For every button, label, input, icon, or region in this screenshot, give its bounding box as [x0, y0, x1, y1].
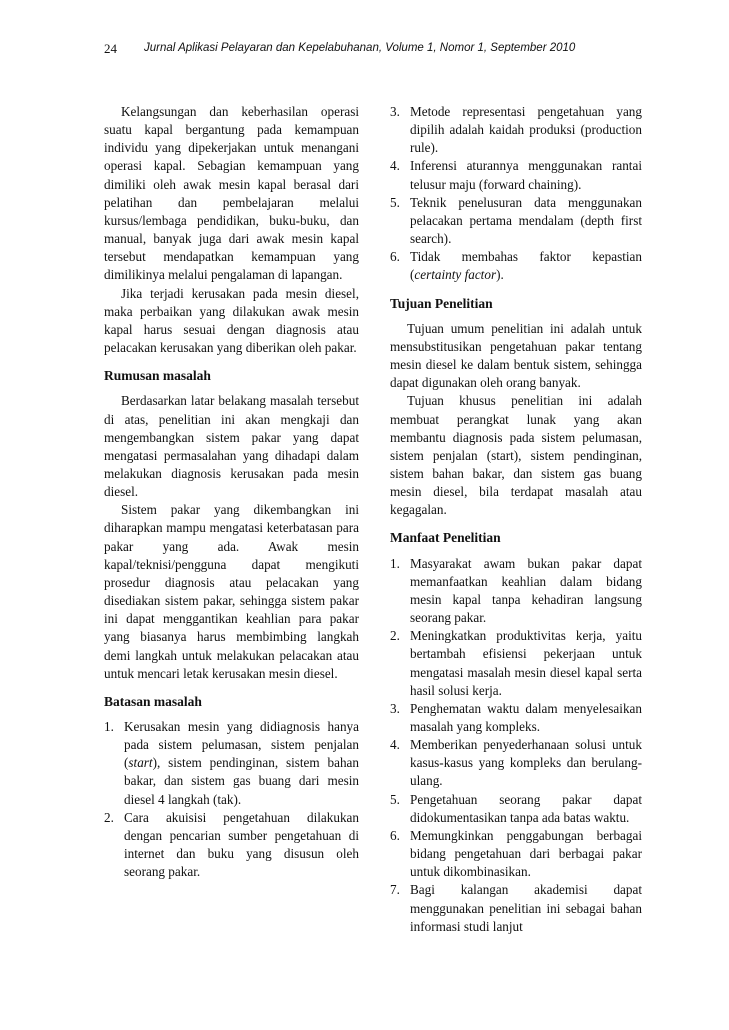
- list-number: 1.: [104, 719, 114, 734]
- list-item: [390, 248, 642, 284]
- list-text: Bagi kalangan akademisi dapat menggunakan penelitian ini sebagai bahan informasi studi lanjut: [410, 882, 642, 934]
- tujuan-paragraph: Tujuan umum penelitian ini adalah untuk mensubstitusikan pengetahuan pakar tentang mesin diesel ke dalam bentuk sistem, sehingga dapat digunakan oleh orang banyak.: [390, 320, 642, 391]
- list-text: Pengetahuan seorang pakar dapat didokumentasikan tanpa ada batas waktu.: [410, 791, 642, 825]
- list-text: Kerusakan mesin yang didiagnosis hanya pada sistem pelumasan, sistem penjalan (: [124, 719, 359, 771]
- list-number: 7.: [390, 882, 400, 898]
- list-number: 5.: [390, 194, 400, 210]
- journal-title: Jurnal Aplikasi Pelayaran dan Kepelabuhanan, Volume 1, Nomor 1, September 2010: [144, 42, 576, 54]
- list-italic-term: certainty factor: [414, 267, 497, 283]
- batasan-list-continued: [390, 103, 642, 285]
- list-number: 6.: [390, 827, 400, 843]
- list-number: 2.: [390, 628, 400, 644]
- list-text: Penghematan waktu dalam menyelesaikan masalah yang kompleks.: [410, 700, 642, 734]
- list-text: Memungkinkan penggabungan berbagai bidang pengetahuan dari berbagai pakar untuk dikombinasikan.: [410, 827, 642, 880]
- list-item: [104, 718, 359, 809]
- list-number: 4.: [390, 158, 400, 174]
- list-text: Tidak membahas faktor kepastian (: [410, 249, 642, 283]
- list-text: ), sistem pendinginan, sistem bahan bakar, dan sistem gas buang dari mesin diesel 4 langkah (tak).: [124, 755, 359, 807]
- list-number: 5.: [390, 791, 400, 807]
- list-text: Meningkatkan produktivitas kerja, yaitu bertambah efisiensi pekerjaan untuk mengatasi masalah mesin diesel kapal serta hasil solusi kerja.: [410, 628, 642, 698]
- page-number: 24: [104, 41, 117, 56]
- list-item: [390, 627, 642, 700]
- list-item: [390, 194, 642, 248]
- right-column: [390, 103, 642, 936]
- intro-paragraph: Kelangsungan dan keberhasilan operasi suatu kapal bergantung pada kemampuan individu yang dipekerjakan untuk menangani operasi kapal. Sebagian kemampuan yang dimiliki oleh awak mesin kapal berasal dari pelatihan dan pembelajaran melalui kursus/lembaga pendidikan, buku-buku, dan manual, banyak juga dari awak mesin kapal tersebut mendapatkan kemampuan yang dimilikinya melalui pengalaman di lapangan.: [104, 104, 359, 283]
- rumusan-paragraph: Berdasarkan latar belakang masalah tersebut di atas, penelitian ini akan mengkaji dan mengembangkan sistem pakar yang dapat mengatasi permasalahan yang dihadapi dalam melakukan diagnosis kerusakan pada mesin diesel.: [104, 393, 359, 500]
- list-number: 1.: [390, 555, 400, 571]
- batasan-list: [104, 718, 359, 881]
- list-item: [390, 555, 642, 628]
- list-item: [390, 736, 642, 790]
- list-text: Masyarakat awam bukan pakar dapat memanfaatkan keahlian dalam bidang mesin kapal tanpa kehadiran langsung seorang pakar.: [410, 555, 642, 626]
- list-number: 3.: [390, 104, 400, 119]
- list-text: ).: [496, 267, 504, 283]
- list-number: 6.: [390, 249, 400, 265]
- tujuan-paragraph: Tujuan khusus penelitian ini adalah membuat perangkat lunak yang akan membantu diagnosis pada sistem pelumasan, sistem penjalan (start), sistem pendinginan, sistem bahan bakar, dan sistem gas buang mesin diesel, bila terdapat masalah atau kegagalan.: [390, 393, 642, 518]
- manfaat-list: [390, 555, 642, 936]
- list-italic-term: start: [128, 755, 153, 771]
- list-text: Metode representasi pengetahuan yang dipilih adalah kaidah produksi (production rule).: [410, 104, 642, 156]
- list-text: Cara akuisisi pengetahuan dilakukan dengan pencarian sumber pengetahuan di internet dan buku yang disusun oleh seorang pakar.: [124, 809, 359, 880]
- list-item: [390, 700, 642, 736]
- section-heading-manfaat: Manfaat Penelitian: [390, 530, 501, 546]
- list-text: Teknik penelusuran data menggunakan pelacakan pertama mendalam (depth first search).: [410, 194, 642, 247]
- list-item: [390, 103, 642, 157]
- list-text: Memberikan penyederhanaan solusi untuk kasus-kasus yang kompleks dan berulang-ulang.: [410, 737, 642, 789]
- list-item: [390, 791, 642, 827]
- list-item: [390, 827, 642, 881]
- list-item: [390, 157, 642, 193]
- section-heading-batasan: Batasan masalah: [104, 693, 202, 709]
- list-number: 4.: [390, 737, 400, 753]
- list-item: [104, 809, 359, 882]
- list-number: 3.: [390, 700, 400, 716]
- list-number: 2.: [104, 809, 114, 825]
- intro-paragraph: Jika terjadi kerusakan pada mesin diesel, maka perbaikan yang dilakukan awak mesin kapal harus sesuai dengan diagnosis atau pelacakan kerusakan yang diberikan oleh pakar.: [104, 285, 359, 356]
- list-text: Inferensi aturannya menggunakan rantai telusur maju (forward chaining).: [410, 158, 642, 192]
- page-header: [104, 41, 664, 59]
- rumusan-paragraph: Sistem pakar yang dikembangkan ini diharapkan mampu mengatasi keterbatasan para pakar yang ada. Awak mesin kapal/teknisi/pengguna dapat mengikuti prosedur diagnosis atau pelacakan yang disediakan sistem pakar, sehingga sistem pakar ini dapat menggantikan keahlian para pakar yang biasanya harus membimbing langkah demi langkah untuk melakukan pelacakan atau untuk mencari letak kerusakan mesin diesel.: [104, 502, 359, 681]
- section-heading-rumusan: Rumusan masalah: [104, 368, 211, 384]
- left-column: [104, 103, 359, 881]
- list-item: [390, 881, 642, 935]
- section-heading-tujuan: Tujuan Penelitian: [390, 295, 493, 311]
